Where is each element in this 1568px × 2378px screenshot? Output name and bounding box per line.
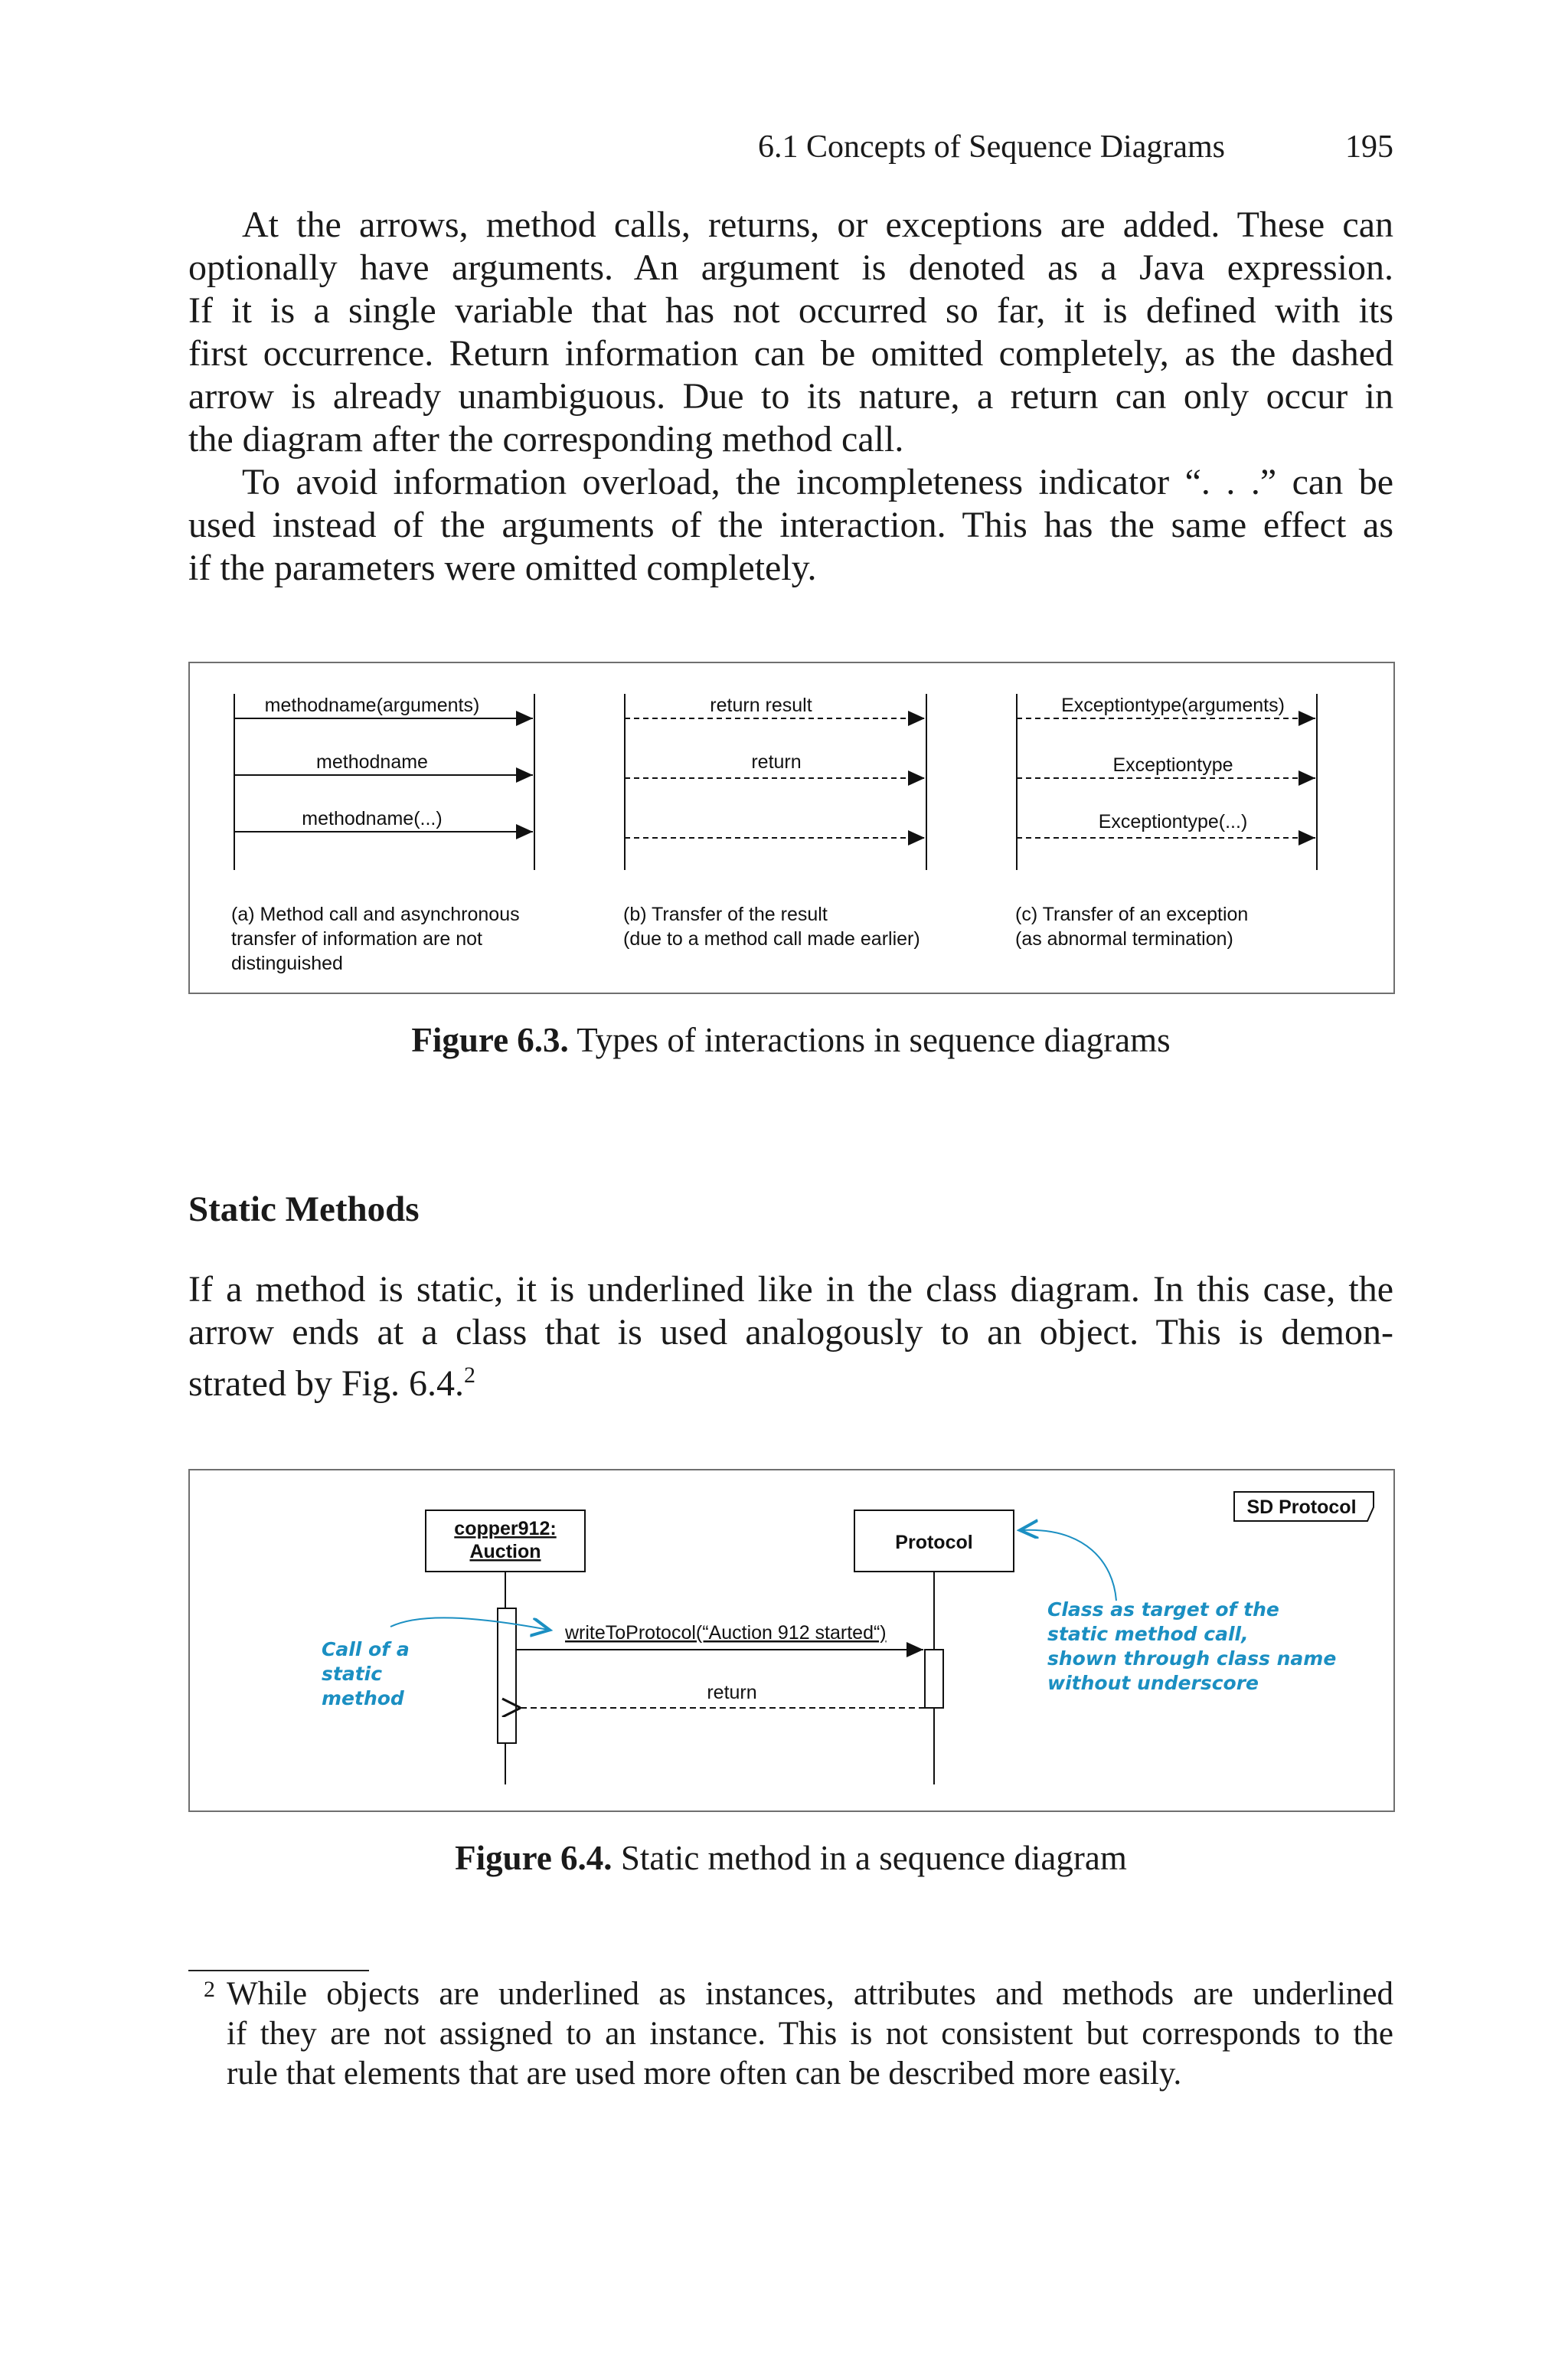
footnote-line: if they are not assigned to an instance. This is not consistent but corresponds to the <box>227 2016 1393 2052</box>
footnote-line: rule that elements that are used more often can be described more easily. <box>227 2056 1182 2092</box>
return-label: return <box>707 1682 757 1703</box>
caption-label: Figure 6.3. <box>411 1021 569 1059</box>
footnote-marker: 2 <box>204 1977 215 2002</box>
footnote-rule <box>188 1970 369 1971</box>
page-number: 195 <box>1345 129 1393 165</box>
arrow-label: Exceptiontype <box>1112 754 1233 776</box>
figure-6-3-diagram <box>190 663 1393 993</box>
text-line: optionally have arguments. An argument is denoted as a Java expression. <box>188 247 1393 288</box>
class-name: Protocol <box>895 1532 973 1553</box>
panel-caption: (b) Transfer of the result <box>623 904 828 925</box>
annotation-arrow <box>1021 1530 1116 1601</box>
text-line: If it is a single variable that has not occurred so far, it is defined with its <box>188 290 1393 331</box>
activation-bar <box>925 1650 943 1708</box>
figure-6-4 <box>188 1469 1395 1812</box>
sd-frame-tag <box>1234 1492 1374 1521</box>
running-head <box>758 129 1393 167</box>
figure-6-3 <box>188 662 1395 994</box>
sd-frame-label: SD Protocol <box>1246 1496 1357 1518</box>
section-heading: Static Methods <box>188 1189 420 1229</box>
panel-caption: (as abnormal termination) <box>1015 928 1233 950</box>
text-line: if the parameters were omitted completely. <box>188 548 817 588</box>
panel-caption: (a) Method call and asynchronous <box>231 904 520 925</box>
arrow-label: methodname(...) <box>302 808 443 829</box>
figure-6-3-caption <box>188 1019 1393 1061</box>
note-right-line: Class as target of the <box>1047 1598 1279 1621</box>
object-copper912 <box>426 1510 585 1784</box>
annotation-arrow <box>390 1617 548 1630</box>
figure-6-4-caption <box>188 1837 1393 1879</box>
object-class: Auction <box>469 1541 541 1562</box>
object-protocol <box>854 1510 1014 1784</box>
text-line: If a method is static, it is underlined like in the class diagram. In this case, the <box>188 1269 1393 1310</box>
call-label: writeToProtocol(“Auction 912 started“) <box>565 1622 887 1644</box>
note-right-line: without underscore <box>1047 1672 1259 1694</box>
text-line-content: strated by Fig. 6.4. <box>188 1363 464 1404</box>
activation-bar <box>498 1608 516 1743</box>
caption-label: Figure 6.4. <box>455 1839 612 1877</box>
panel-caption: distinguished <box>231 953 343 974</box>
text-line <box>188 1354 1393 1405</box>
arrow-label: methodname <box>316 751 428 773</box>
text-line: arrow is already unambiguous. Due to its nature, a return can only occur in <box>188 376 1393 417</box>
caption-text: Types of interactions in sequence diagrams <box>568 1021 1171 1059</box>
caption-text: Static method in a sequence diagram <box>612 1839 1127 1877</box>
arrow-label: Exceptiontype(...) <box>1098 811 1248 832</box>
panel-b <box>623 694 926 950</box>
text-line: used instead of the arguments of the interaction. This has the same effect as <box>188 505 1393 545</box>
arrow-label: methodname(arguments) <box>264 695 480 716</box>
footnote-ref: 2 <box>463 1362 475 1388</box>
footnote-text: While objects are underlined as instances, attributes and methods are underlined <box>227 1976 1393 2012</box>
note-left-line: Call of a <box>322 1638 410 1660</box>
arrow-label: return result <box>710 695 812 716</box>
note-left-line: method <box>322 1687 404 1709</box>
note-right-line: shown through class name <box>1047 1647 1337 1670</box>
panel-a <box>231 694 534 974</box>
panel-c <box>1015 694 1317 950</box>
panel-caption: transfer of information are not <box>231 928 482 950</box>
text-line: To avoid information overload, the incompleteness indicator “. . .” can be <box>242 462 1393 502</box>
text-line: arrow ends at a class that is used analogously to an object. This is demon- <box>188 1312 1393 1353</box>
note-right-line: static method call, <box>1047 1623 1249 1645</box>
section-title: 6.1 Concepts of Sequence Diagrams <box>758 129 1226 165</box>
footnote-line <box>204 1974 1393 2014</box>
text-line: At the arrows, method calls, returns, or exceptions are added. These can <box>242 204 1393 245</box>
note-left-line: static <box>322 1663 383 1685</box>
arrow-label: return <box>751 751 802 773</box>
text-line: the diagram after the corresponding method call. <box>188 419 904 460</box>
panel-caption: (c) Transfer of an exception <box>1015 904 1249 925</box>
object-name: copper912: <box>454 1518 557 1539</box>
arrow-label: Exceptiontype(arguments) <box>1061 695 1285 716</box>
figure-6-4-diagram <box>190 1470 1393 1810</box>
panel-caption: (due to a method call made earlier) <box>623 928 920 950</box>
text-line: first occurrence. Return information can be omitted completely, as the dashed <box>188 333 1393 374</box>
